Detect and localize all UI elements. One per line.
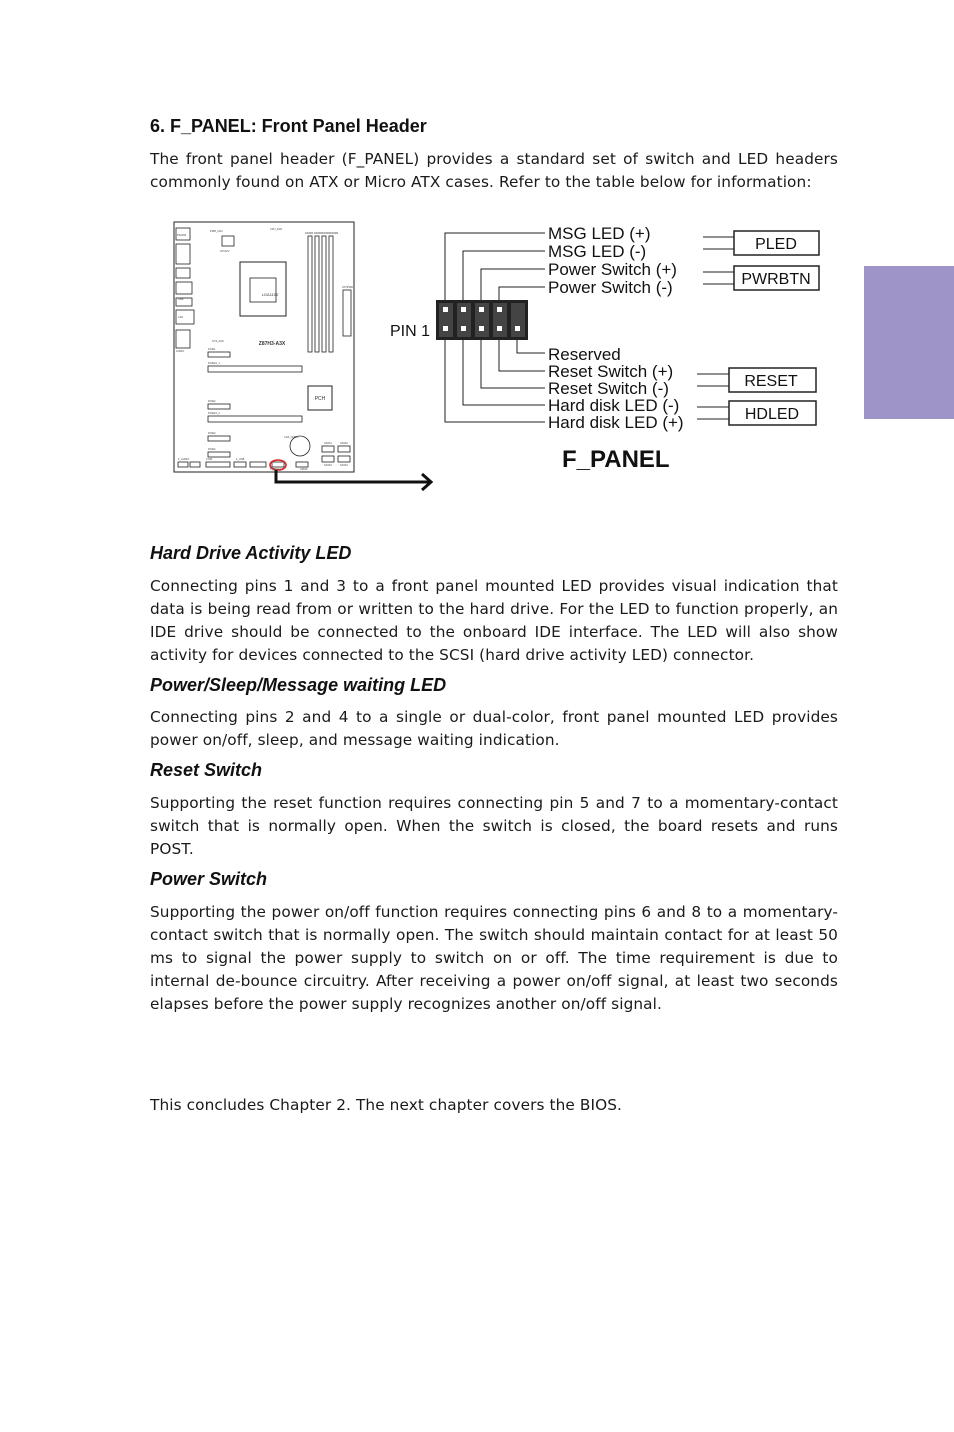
board-connector-label: PCIE16_2 — [208, 412, 220, 415]
pwrbtn-box-label: PWRBTN — [741, 271, 811, 288]
pin-label-msg-led-plus: MSG LED (+) — [548, 224, 651, 243]
pin-label-power-switch-plus: Power Switch (+) — [548, 260, 677, 279]
bottom-leader-lines — [445, 340, 545, 422]
board-connector-label: DIMM1 — [305, 232, 314, 235]
section-title-hdd-led: Hard Drive Activity LED — [150, 543, 352, 563]
motherboard-illustration — [174, 222, 354, 472]
board-connector-label: PCIE1 — [208, 348, 216, 351]
section-title-power-led: Power/Sleep/Message waiting LED — [150, 675, 447, 695]
section-body-hdd-led: Connecting pins 1 and 3 to a front panel mounted LED provides visual indication that data is being read from or written to the hard drive. For the LED to function properly, an IDE drive should be connected to the onboard IDE interface. The LED will also show activity for devices connected to the SCSI (hard drive activity LED) connector. — [150, 577, 838, 664]
pin-header — [436, 300, 528, 340]
pin-label-power-switch-minus: Power Switch (-) — [548, 278, 673, 297]
board-connector-label: SATA1 — [324, 442, 332, 445]
board-connector-label: ATXPWR — [342, 286, 353, 289]
board-connector-label: SATA2 — [340, 442, 348, 445]
intro-paragraph: The front panel header (F_PANEL) provides a standard set of switch and LED headers commonly found on ATX or Micro ATX cases. Refer to the table below for information: — [150, 150, 838, 191]
section-heading: 6. F_PANEL: Front Panel Header — [150, 116, 427, 136]
section-title-power-switch: Power Switch — [150, 869, 268, 889]
board-connector-label: USB — [178, 298, 184, 301]
section-body-reset-switch: Supporting the reset function requires connecting pin 5 and 7 to a momentary-contact switch that is normally open. When the switch is closed, the board resets and runs POST. — [150, 794, 838, 858]
top-leader-lines — [445, 233, 545, 300]
board-connector-label: F_PANEL — [270, 468, 282, 471]
pin-label-msg-led-minus: MSG LED (-) — [548, 242, 647, 261]
pled-box-label: PLED — [755, 236, 797, 253]
section-title-reset-switch: Reset Switch — [150, 760, 263, 780]
board-connector-label: PWR_FAN — [210, 230, 223, 233]
chapter-conclusion: This concludes Chapter 2. The next chapter covers the BIOS. — [150, 1096, 623, 1114]
board-connector-label: CLR_CMOS — [284, 436, 299, 439]
board-connector-label: ATX12V — [220, 250, 230, 253]
hdled-box-label: HDLED — [744, 406, 800, 423]
board-connector-label: COM — [206, 458, 213, 461]
board-connector-label: PS/2KB — [177, 234, 187, 237]
section-body-power-led: Connecting pins 2 and 4 to a single or dual-color, front panel mounted LED provides power on/off, sleep, and message waiting indication. — [150, 708, 838, 749]
pin-label-hdd-led-minus: Hard disk LED (-) — [548, 396, 680, 415]
board-connector-label: F_USB — [236, 458, 245, 461]
board-model-label: Z87H3-A3X — [258, 341, 286, 347]
f-panel-diagram — [0, 0, 954, 520]
board-connector-label: AUDIO — [176, 350, 185, 353]
pin-label-reset-switch-plus: Reset Switch (+) — [548, 362, 674, 381]
board-connector-label: PCIE4 — [208, 448, 216, 451]
chipset-label: PCH — [314, 396, 326, 402]
board-connector-label: DIMM4 — [330, 232, 339, 235]
board-connector-label: SPDIF — [300, 468, 308, 471]
pointer-arrow — [276, 470, 431, 490]
section-body-power-switch: Supporting the power on/off function requires connecting pins 6 and 8 to a momentary-contact switch that is normally open. The switch should maintain contact for at least 50 ms to signal the power supply to switch on or off. The time requirement is due to internal de-bounce circuitry. After receiving a power on/off signal, at least two seconds elapses before the power supply recognizes another on/off signal. — [150, 903, 838, 1013]
pin-label-reset-switch-minus: Reset Switch (-) — [548, 379, 669, 398]
cpu-socket-label: LGA1150 — [261, 292, 279, 297]
board-connector-label: SATA3 — [324, 464, 332, 467]
pin-label-hdd-led-plus: Hard disk LED (+) — [548, 413, 684, 432]
board-connector-label: PCIE3 — [208, 432, 216, 435]
pin1-label: PIN 1 — [390, 323, 431, 340]
board-connector-label: SYS_FAN — [212, 340, 224, 343]
board-connector-label: DIMM2 — [314, 232, 323, 235]
board-connector-label: PCIE16_1 — [208, 362, 220, 365]
board-connector-label: LAN — [178, 316, 184, 319]
board-connector-label: PCIE2 — [208, 400, 216, 403]
reset-box-label: RESET — [744, 373, 798, 390]
board-connector-label: CPU_FAN — [270, 228, 282, 231]
board-connector-label: F_AUDIO — [178, 458, 190, 461]
board-connector-label: SATA4 — [340, 464, 348, 467]
pin-label-reserved: Reserved — [548, 345, 621, 364]
diagram-title: F_PANEL — [562, 446, 670, 473]
board-connector-label: DIMM3 — [322, 232, 331, 235]
